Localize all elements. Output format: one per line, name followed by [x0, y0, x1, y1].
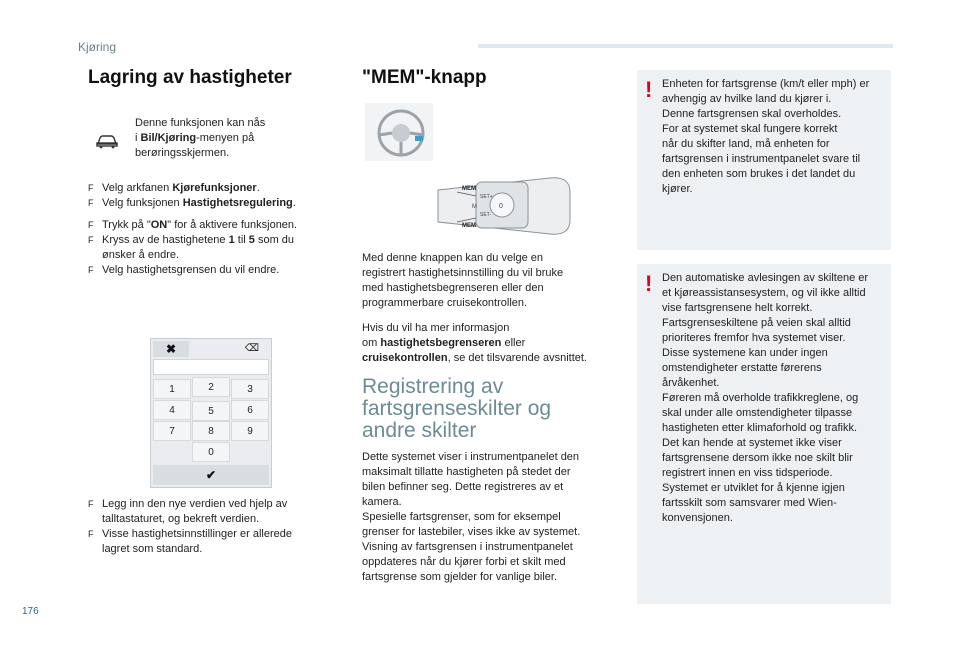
- text-line: grenser for lastebiler, vises ikke av systemet.: [362, 526, 581, 538]
- text-line: bilen befinner seg. Dette registreres av et: [362, 481, 564, 493]
- text-line: registrert hastighetsinnstilling du vil bruke: [362, 267, 564, 279]
- text-line: med hastighetsbegrenseren eller den: [362, 282, 544, 294]
- text-line: maksimalt tillatte hastigheten på stedet der: [362, 466, 571, 478]
- stalk-set-minus-label: SET-: [480, 212, 492, 218]
- stalk-mem-top-label: MEM: [462, 186, 476, 192]
- steps-2: [88, 218, 328, 278]
- intro-line: berøringsskjermen.: [135, 147, 230, 159]
- text-line: skal under alle omstendigheter tilpasse: [662, 407, 853, 419]
- header-bar: [478, 44, 893, 48]
- text-line: Den automatiske avlesingen av skiltene er: [662, 272, 869, 284]
- text-line: Fartsgrenseskiltene på veien skal alltid: [662, 317, 851, 329]
- warning-box-recognition: [637, 264, 891, 604]
- keypad-key: 3: [231, 379, 269, 399]
- text-line: Disse systemene kan under ingen: [662, 347, 828, 359]
- car-icon: [95, 133, 119, 149]
- warning-text: [662, 77, 888, 197]
- heading-line: fartsgrenseskilter og: [362, 397, 552, 420]
- page-number: 176: [22, 606, 39, 617]
- heading-line: andre skilter: [362, 419, 477, 442]
- keypad-key: 5: [192, 401, 230, 421]
- text-line: fartsgrensene dersom ikke noe skilt blir: [662, 452, 853, 464]
- warning-icon: !: [645, 77, 653, 102]
- text-line: Spesielle fartsgrenser, som for eksempel: [362, 511, 561, 523]
- warning-icon: !: [645, 271, 653, 296]
- text-line: oppdateres når du kjører forbi et skilt med: [362, 556, 566, 568]
- registration-description: [362, 450, 624, 585]
- text-line: når du skifter land, må enheten for: [662, 138, 830, 150]
- mem-description: [362, 251, 622, 376]
- list-item: F Legg inn den nye verdien ved hjelp av talltastaturet, og bekreft verdien.: [88, 498, 288, 525]
- list-item: F Velg arkfanen Kjørefunksjoner.: [88, 182, 260, 194]
- close-icon: ✖: [153, 341, 189, 357]
- warning-box-units: [637, 70, 891, 250]
- list-item: F Kryss av de hastighetene 1 til 5 som du ønsker å endre.: [88, 234, 295, 261]
- keypad-key: 4: [153, 400, 191, 420]
- confirm-icon: ✔: [153, 465, 269, 485]
- list-item: F Visse hastighetsinnstillinger er allerede lagret som standard.: [88, 528, 292, 555]
- stalk-mem-bottom-label: MEM: [462, 223, 476, 229]
- stalk-set-plus-label: SET+: [480, 194, 493, 200]
- list-item: F Trykk på "ON" for å aktivere funksjonen.: [88, 219, 298, 231]
- text-line: årvåkenhet.: [662, 377, 720, 389]
- intro-line: i Bil/Kjøring-menyen på: [135, 132, 255, 144]
- keypad-illustration: [150, 338, 272, 488]
- text-line: vise fartsgrensene helt korrekt.: [662, 302, 813, 314]
- mem-title: "MEM"-knapp: [362, 67, 487, 88]
- steps-1: [88, 181, 328, 211]
- stalk-zero-label: 0: [499, 203, 503, 210]
- text-line: For at systemet skal fungere korrekt: [662, 123, 838, 135]
- text-line: om hastighetsbegrenseren eller: [362, 337, 526, 349]
- text-line: Det kan hende at systemet ikke viser: [662, 437, 842, 449]
- keypad-key: 8: [192, 421, 230, 441]
- text-line: cruisekontrollen, se det tilsvarende avsnittet.: [362, 352, 587, 364]
- warning-text: [662, 271, 888, 526]
- left-title: Lagring av hastigheter: [88, 67, 292, 88]
- text-line: Systemet er utviklet for å kjenne igjen: [662, 482, 845, 494]
- text-line: Dette systemet viser i instrumentpanelet den: [362, 451, 580, 463]
- keypad-key: 9: [231, 421, 269, 441]
- text-line: registrert innen en viss tidsperiode.: [662, 467, 833, 479]
- backspace-icon: ⌫: [244, 343, 260, 354]
- keypad-key: 7: [153, 421, 191, 441]
- stalk-mode-label: M: [472, 204, 477, 210]
- text-line: programmerbare cruisekontrollen.: [362, 297, 528, 309]
- steering-wheel-icon: [365, 103, 433, 161]
- intro-text: [135, 116, 305, 161]
- heading-line: Registrering av: [362, 375, 504, 398]
- intro-line: Denne funksjonen kan nås: [135, 117, 266, 129]
- registration-heading: [362, 376, 622, 442]
- text-line: et kjøreassistansesystem, og vil ikke alltid: [662, 287, 866, 299]
- keypad-key: 0: [192, 442, 230, 462]
- text-line: fartsgrense som gjelder for vanlige biler.: [362, 571, 558, 583]
- text-line: avhengig av hvilke land du kjører i.: [662, 93, 832, 105]
- steps-3: [88, 497, 328, 557]
- text-line: Føreren må overholde trafikkreglene, og: [662, 392, 859, 404]
- text-line: omstendigheter erstatte førerens: [662, 362, 822, 374]
- text-line: den enheten som brukes i det landet du: [662, 168, 856, 180]
- text-line: fartsskilt som samsvarer med Wien-: [662, 497, 837, 509]
- text-line: kjører.: [662, 183, 693, 195]
- text-line: fartsgrensen i instrumentpanelet svare til: [662, 153, 861, 165]
- text-line: Med denne knappen kan du velge en: [362, 252, 544, 264]
- text-line: Denne fartsgrensen skal overholdes.: [662, 108, 842, 120]
- keypad-key: 6: [231, 400, 269, 420]
- text-line: Enheten for fartsgrense (km/t eller mph) er: [662, 78, 870, 90]
- text-line: hastigheten etter klimaforhold og trafikk.: [662, 422, 858, 434]
- text-line: Hvis du vil ha mer informasjon: [362, 322, 510, 334]
- keypad-display: [153, 359, 269, 375]
- text-line: konvensjonen.: [662, 512, 733, 524]
- text-line: kamera.: [362, 496, 402, 508]
- section-label: Kjøring: [78, 40, 117, 54]
- cruise-stalk-illustration: [432, 172, 574, 242]
- list-item: F Velg hastighetsgrensen du vil endre.: [88, 264, 280, 276]
- text-line: prioriteres fremfor hva systemet viser.: [662, 332, 846, 344]
- text-line: Visning av fartsgrensen i instrumentpanelet: [362, 541, 573, 553]
- keypad-key: 2: [192, 377, 230, 397]
- keypad-key: 1: [153, 379, 191, 399]
- list-item: F Velg funksjonen Hastighetsregulering.: [88, 197, 296, 209]
